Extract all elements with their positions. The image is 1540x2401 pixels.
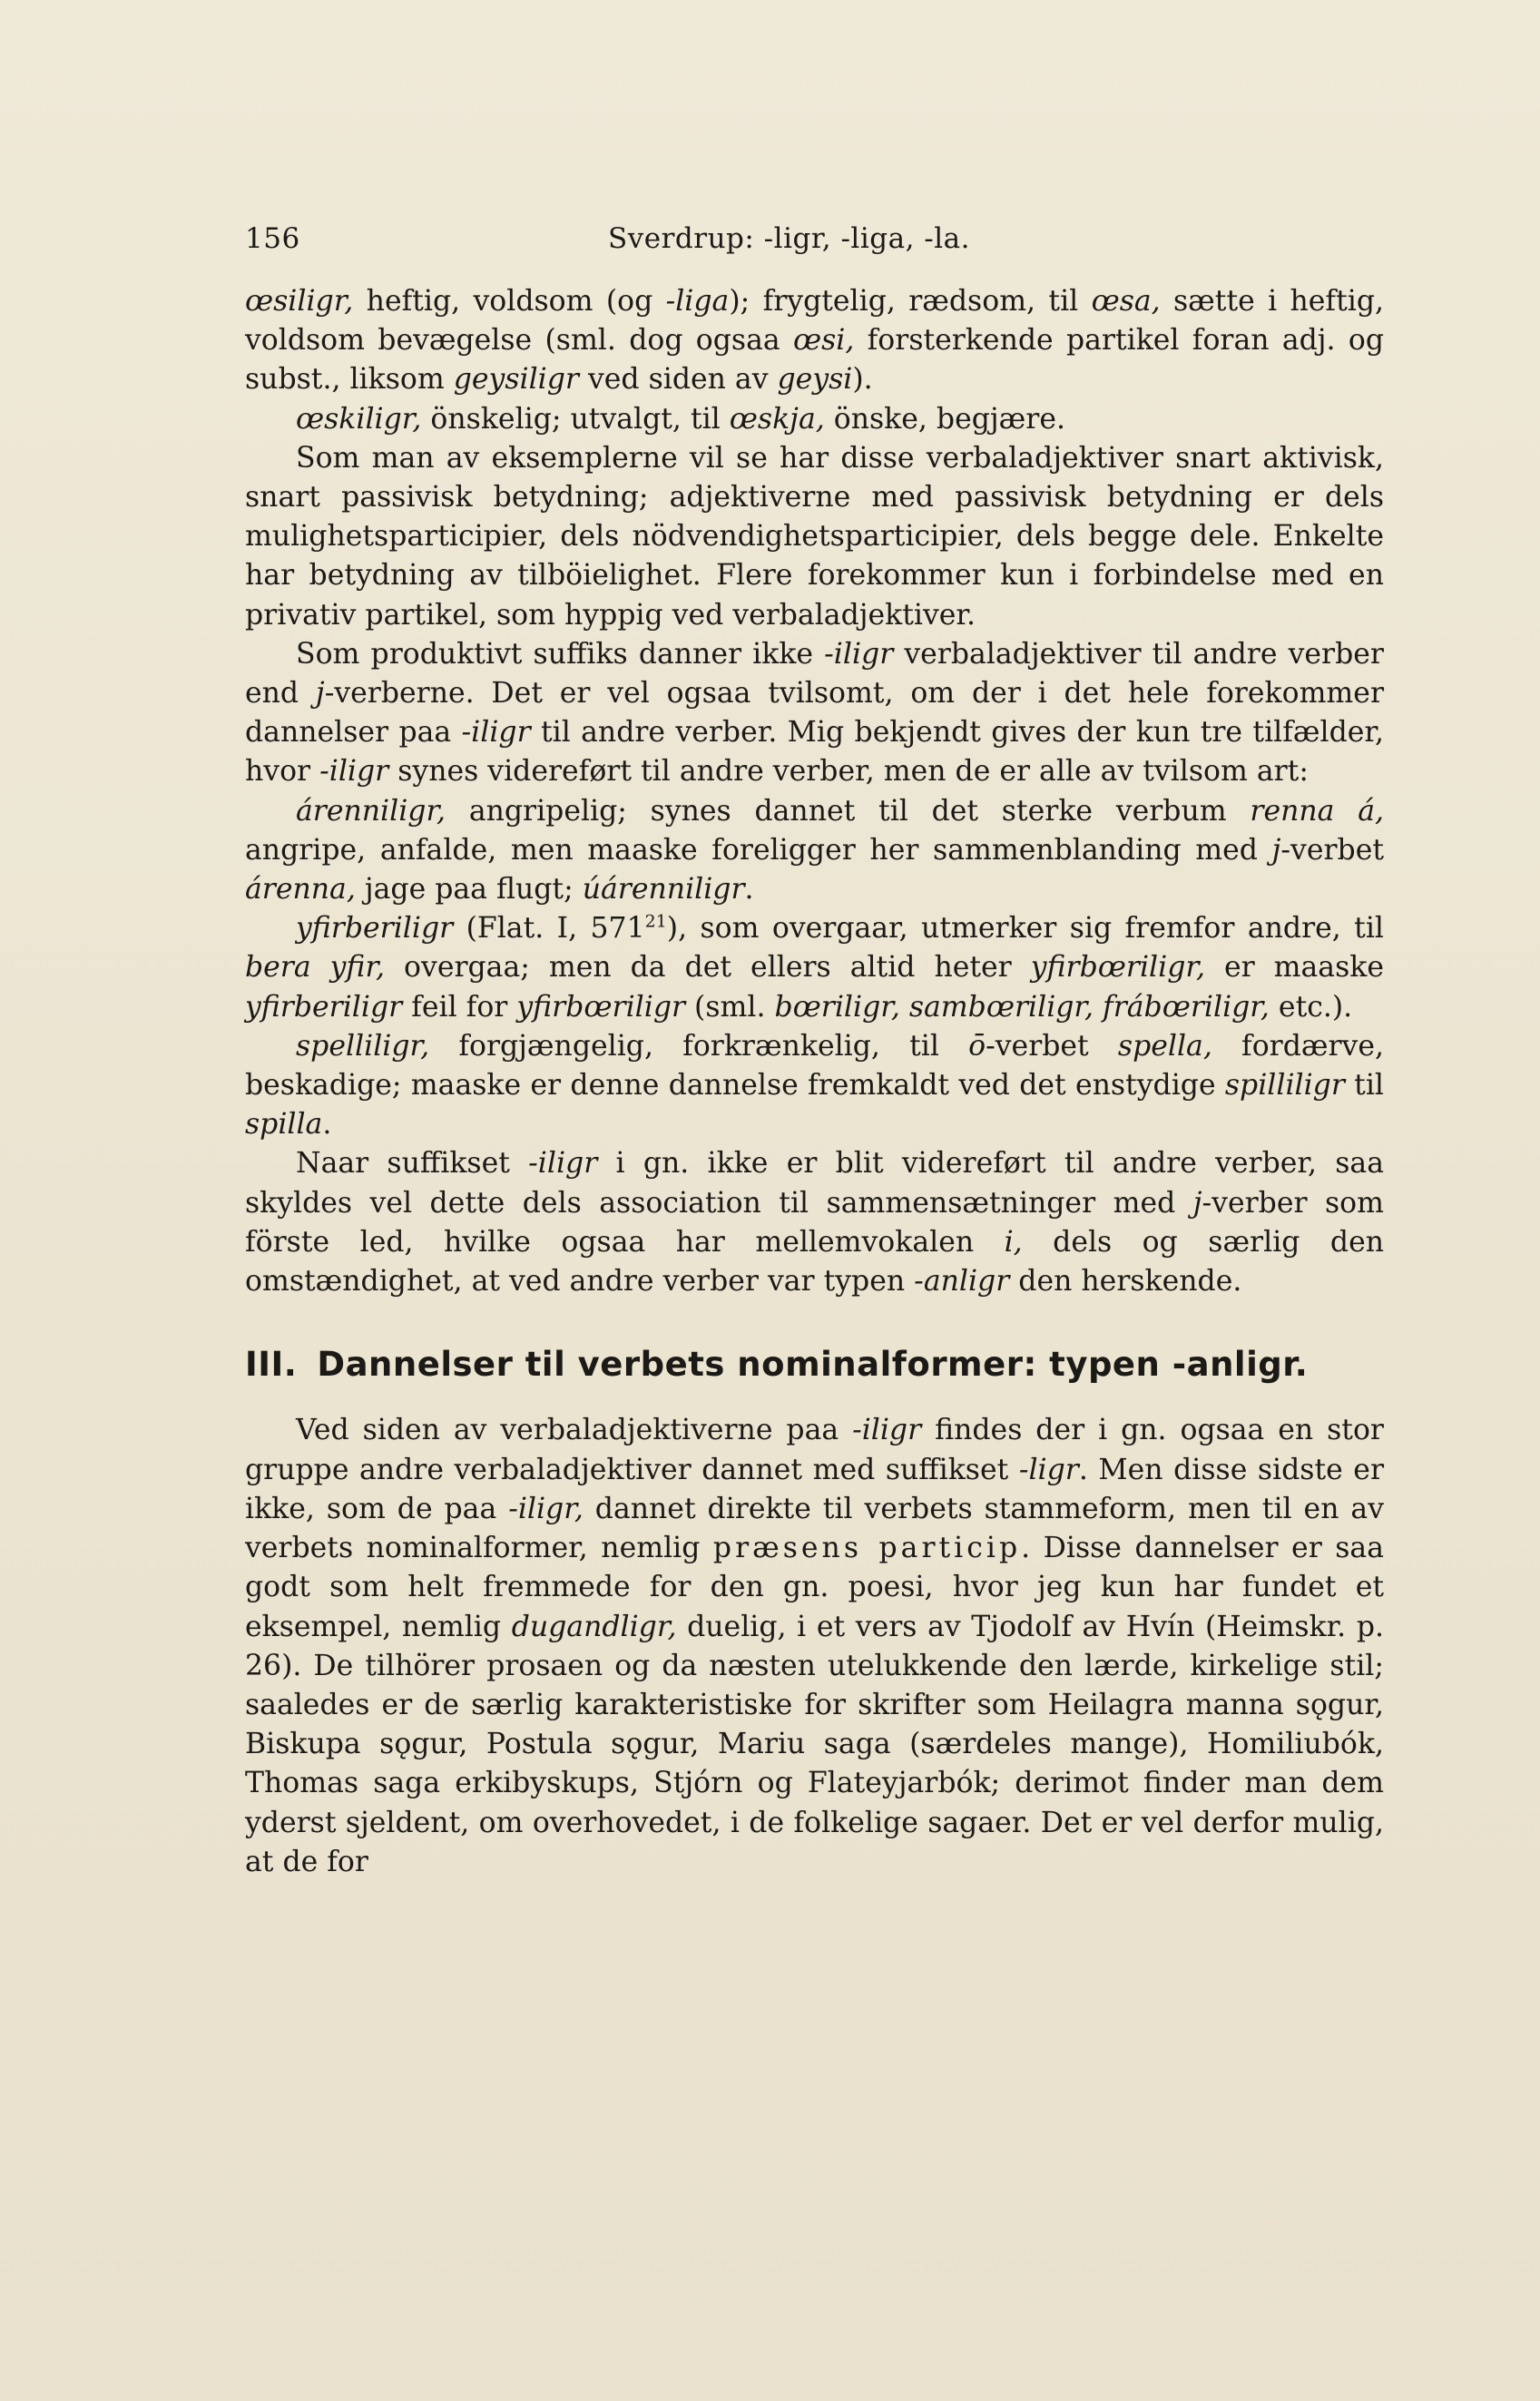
paragraph: œsiligr, heftig, voldsom (og -liga); frygtelig, rædsom, til œsa, sætte i heftig, voldsom bevægelse (sml. dog ogsaa œsi, forsterkende partikel foran adj. og subst., liksom geysiligr ved siden av geysi). bbox=[245, 285, 1384, 397]
italic-term: -iligr bbox=[461, 716, 531, 750]
paragraph: Som man av eksemplerne vil se har disse verbaladjektiver snart aktivisk, snart passivisk betydning; adjektiverne med passivisk betydning er dels mulighetsparticipier, dels nödvendighetsparticipier, dels begge dele. Enkelte har betydning av tilböielighet. Flere forekommer kun i forbindelse med en privativ partikel, som hyppig ved verbaladjektiver. bbox=[245, 441, 1384, 632]
italic-term: -iligr bbox=[852, 1414, 922, 1447]
italic-term: j bbox=[315, 677, 325, 710]
italic-term: œskiligr, bbox=[296, 402, 422, 436]
italic-term: geysi bbox=[777, 363, 853, 397]
paragraph: spelliligr, forgjængelig, forkrænkelig, til ō-verbet spella, fordærve, beskadige; maaske er denne dannelse fremkaldt ved det enstydige spilliligr til spilla. bbox=[245, 1029, 1385, 1142]
italic-term: œsiligr, bbox=[245, 285, 354, 318]
italic-term: -iligr, bbox=[508, 1492, 584, 1525]
italic-term: j bbox=[1192, 1186, 1202, 1220]
superscript: 21 bbox=[644, 911, 667, 932]
italic-term: -liga bbox=[665, 285, 730, 318]
italic-term: j bbox=[1271, 833, 1281, 867]
italic-term: -ligr bbox=[1018, 1453, 1079, 1486]
page-number: 156 bbox=[245, 222, 300, 255]
running-head bbox=[245, 222, 1384, 262]
italic-term: bera yfir, bbox=[245, 951, 386, 985]
paragraph: yfirberiligr (Flat. I, $571^{21}$), som overgaar, utmerker sig fremfor andre, til bera yfir, overgaa; men da det ellers altid heter yfirbœriligr, er maaske yfirberiligr feil for yfirbœriligr (sml. bœriligr, sambœriligr, frábœriligr, etc.). bbox=[245, 911, 1384, 1024]
italic-term: œsa, bbox=[1091, 285, 1161, 318]
italic-term: yfirbœriligr bbox=[516, 990, 686, 1024]
italic-term: ō bbox=[968, 1029, 986, 1063]
italic-term: árenniligr, bbox=[296, 794, 446, 828]
italic-term: dugandligr, bbox=[511, 1610, 677, 1643]
paragraph: Ved siden av verbaladjektiverne paa -iligr findes der i gn. ogsaa en stor gruppe andre verbaladjektiver dannet med suffikset -ligr. Men disse sidste er ikke, som de paa -iligr, dannet direkte til verbets stammeform, men til en av verbets nominalformer, nemlig præsens particip. Disse dannelser er saa godt som helt fremmede for den gn. poesi, hvor jeg kun har fundet et eksempel, nemlig dugandligr, duelig, i et vers av Tjodolf av Hvín (Heimskr. p. 26). De tilhörer prosaen og da næsten utelukkende den lærde, kirkelige stil; saaledes er de særlig karakteristiske for skrifter som Heilagra manna sǫgur, Biskupa sǫgur, Postula sǫgur, Mariu saga (særdeles mange), Homiliubók, Thomas saga erkibyskups, Stjórn og Flateyjarbók; derimot finder man dem yderst sjeldent, om overhovedet, i de folkelige sagaer. Det er vel derfor mulig, at de for bbox=[245, 1414, 1385, 1878]
italic-term: yfirberiligr bbox=[245, 990, 403, 1024]
italic-term: yfirberiligr bbox=[296, 912, 454, 946]
italic-term: úárenniligr bbox=[582, 873, 745, 906]
italic-term: -iligr bbox=[319, 755, 389, 789]
section-number: III. bbox=[245, 1345, 298, 1385]
italic-term: œskja, bbox=[729, 402, 825, 436]
italic-term: árenna, bbox=[245, 873, 356, 906]
italic-term: renna á, bbox=[1250, 794, 1384, 828]
italic-term: œsi, bbox=[792, 324, 855, 358]
paragraph: Som produktivt suffiks danner ikke -iligr verbaladjektiver til andre verber end j-verberne. Det er vel ogsaa tvilsomt, om der i det hele forekommer dannelser paa -iligr til andre verber. Mig bekjendt gives der kun tre tilfælder, hvor -iligr synes videreført til andre verber, men de er alle av tvilsom art: bbox=[245, 637, 1385, 789]
italic-term: spelliligr, bbox=[296, 1029, 430, 1063]
section-heading bbox=[245, 1345, 1384, 1384]
section-title: Dannelser til verbets nominalformer: typen -anligr. bbox=[317, 1345, 1309, 1385]
italic-term: geysiligr bbox=[453, 363, 579, 397]
italic-term: -anligr bbox=[914, 1265, 1010, 1298]
paragraph: árenniligr, angripelig; synes dannet til det sterke verbum renna á, angripe, anfalde, men maaske foreligger her sammenblanding med j-verbet árenna, jage paa flugt; úárenniligr. bbox=[245, 794, 1384, 906]
paragraph: œskiligr, önskelig; utvalgt, til œskja, önske, begjære. bbox=[296, 402, 1065, 436]
italic-term: yfirbœriligr, bbox=[1030, 951, 1205, 985]
spaced-term: præsens particip bbox=[712, 1532, 1022, 1565]
italic-term: spilliligr bbox=[1224, 1069, 1345, 1102]
italic-term: spilla bbox=[245, 1108, 323, 1142]
italic-term: -iligr bbox=[824, 637, 894, 671]
paragraph: Naar suffikset -iligr i gn. ikke er blit videreført til andre verber, saa skyldes vel dette dels association til sammensætninger med j-verber som förste led, hvilke ogsaa har mellemvokalen i, dels og særlig den omstændighet, at ved andre verber var typen -anligr den herskende. bbox=[245, 1147, 1384, 1298]
italic-term: i, bbox=[1004, 1225, 1023, 1259]
italic-term: bœriligr, sambœriligr, frábœriligr, bbox=[774, 990, 1270, 1024]
italic-term: -iligr bbox=[528, 1147, 598, 1181]
body-text bbox=[245, 282, 1384, 1882]
italic-term: spella, bbox=[1117, 1029, 1212, 1063]
running-title: Sverdrup: -ligr, -liga, -la. bbox=[608, 222, 971, 255]
